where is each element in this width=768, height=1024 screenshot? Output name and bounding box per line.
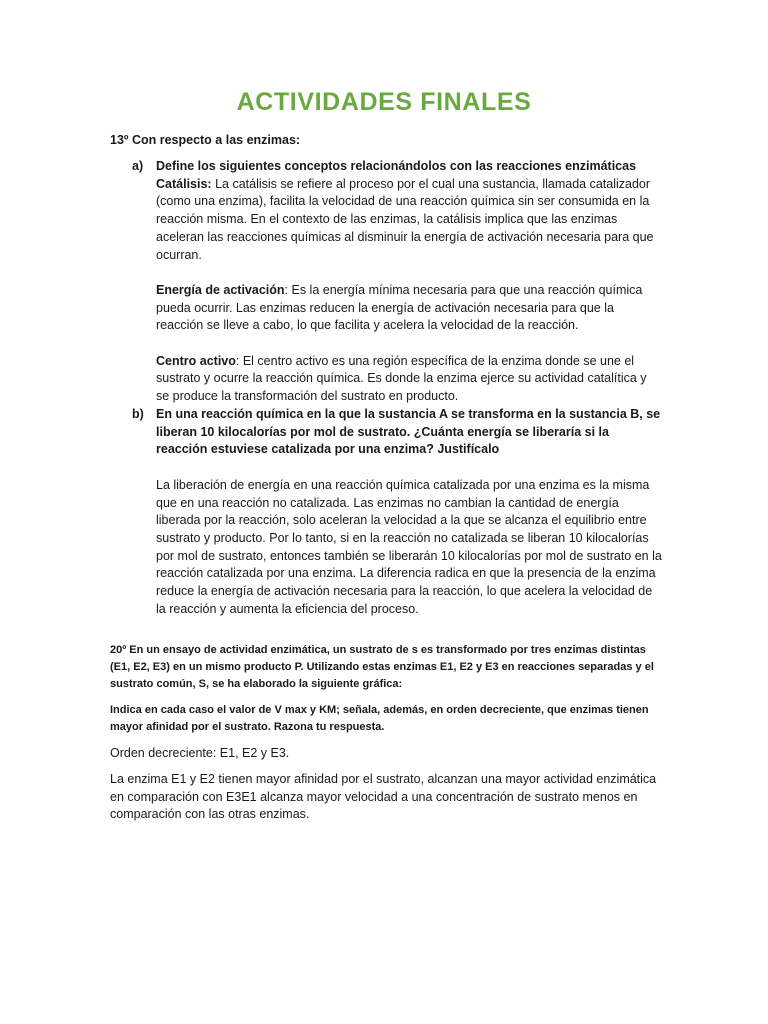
question-13b-prompt: En una reacción química en la que la sustancia A se transforma en la sustancia B, se liberan 10 kilocalorías por mol de sustrato. ¿Cuánta energía se liberaría si la reacción estuviese catalizada por una enzima? Justifícalo xyxy=(156,407,661,457)
question-13b xyxy=(132,406,662,618)
term-energia-activacion: Energía de activación xyxy=(156,282,285,297)
definition-centro-activo xyxy=(156,353,662,406)
definition-catalisis xyxy=(156,176,662,265)
question-13-heading: 13º Con respecto a las enzimas: xyxy=(110,133,301,147)
definition-energia-activacion xyxy=(156,282,662,335)
spacer xyxy=(156,264,662,282)
definition-energia-activacion-text: : Es la energía mínima necesaria para que una reacción química pueda ocurrir. Las enzimas reducen la energía de activación necesaria para que la reacción se lleve a cabo, lo que facilita y acelera la velocidad de la reacción. xyxy=(156,282,643,333)
answer-order: Orden decreciente: E1, E2 y E3. xyxy=(110,746,290,760)
question-13a-content xyxy=(156,158,662,406)
question-13b-answer: La liberación de energía en una reacción química catalizada por una enzima es la misma que en una reacción no catalizada. Las enzimas no cambian la cantidad de energía liberada por la reacción, solo aceleran la velocidad a la que se alcanza el equilibrio entre sustrato y producto. Por lo tanto, si en la reacción no catalizada se liberan 10 kilocalorías por mol de sustrato, entonces también se liberarán 10 kilocalorías por mol de sustrato en la reacción catalizada por una enzima. La diferencia radica en que la presencia de la enzima reduce la energía de activación necesaria para la reacción, lo que acelera la velocidad de la reacción y aumenta la eficiencia del proceso. xyxy=(156,477,662,616)
spacer xyxy=(156,335,662,353)
list-marker-a: a) xyxy=(132,159,144,173)
question-13a xyxy=(132,158,662,406)
question-13b-content xyxy=(156,406,662,618)
answer-explanation: La enzima E1 y E2 tienen mayor afinidad por el sustrato, alcanzan una mayor actividad enzimática en comparación con E3E1 alcanza mayor velocidad a una concentración de sustrato menos en comparación con las otras enzimas. xyxy=(110,772,657,822)
definition-centro-activo-text: : El centro activo es una región específica de la enzima donde se une el sustrato y ocurre la reacción química. Es donde la enzima ejerce su actividad catalítica y se produce la transformación del sustrato en producto. xyxy=(156,353,647,404)
page-title: ACTIVIDADES FINALES xyxy=(236,88,532,116)
list-marker-b: b) xyxy=(132,407,144,421)
question-20-prompt: Indica en cada caso el valor de V max y KM; señala, además, en orden decreciente, que enzimas tienen mayor afinidad por el sustrato. Razona tu respuesta. xyxy=(110,704,649,733)
question-20-intro: 20º En un ensayo de actividad enzimática, un sustrato de s es transformado por tres enzimas distintas (E1, E2, E3) en un mismo producto P. Utilizando estas enzimas E1, E2 y E3 en reacciones separadas y el sustrato común, S, se ha elaborado la siguiente gráfica: xyxy=(110,644,654,690)
spacer xyxy=(156,459,662,477)
definition-catalisis-text: La catálisis se refiere al proceso por el cual una sustancia, llamada catalizador (como una enzima), facilita la velocidad de una reacción química sin ser consumida en la reacción misma. En el contexto de las enzimas, la catálisis implica que las enzimas aceleran las reacciones químicas al disminuir la energía de activación necesaria para que ocurran. xyxy=(156,176,654,262)
term-catalisis: Catálisis: xyxy=(156,176,212,191)
question-13a-prompt: Define los siguientes conceptos relacionándolos con las reacciones enzimáticas xyxy=(156,159,637,173)
term-centro-activo: Centro activo xyxy=(156,353,236,368)
